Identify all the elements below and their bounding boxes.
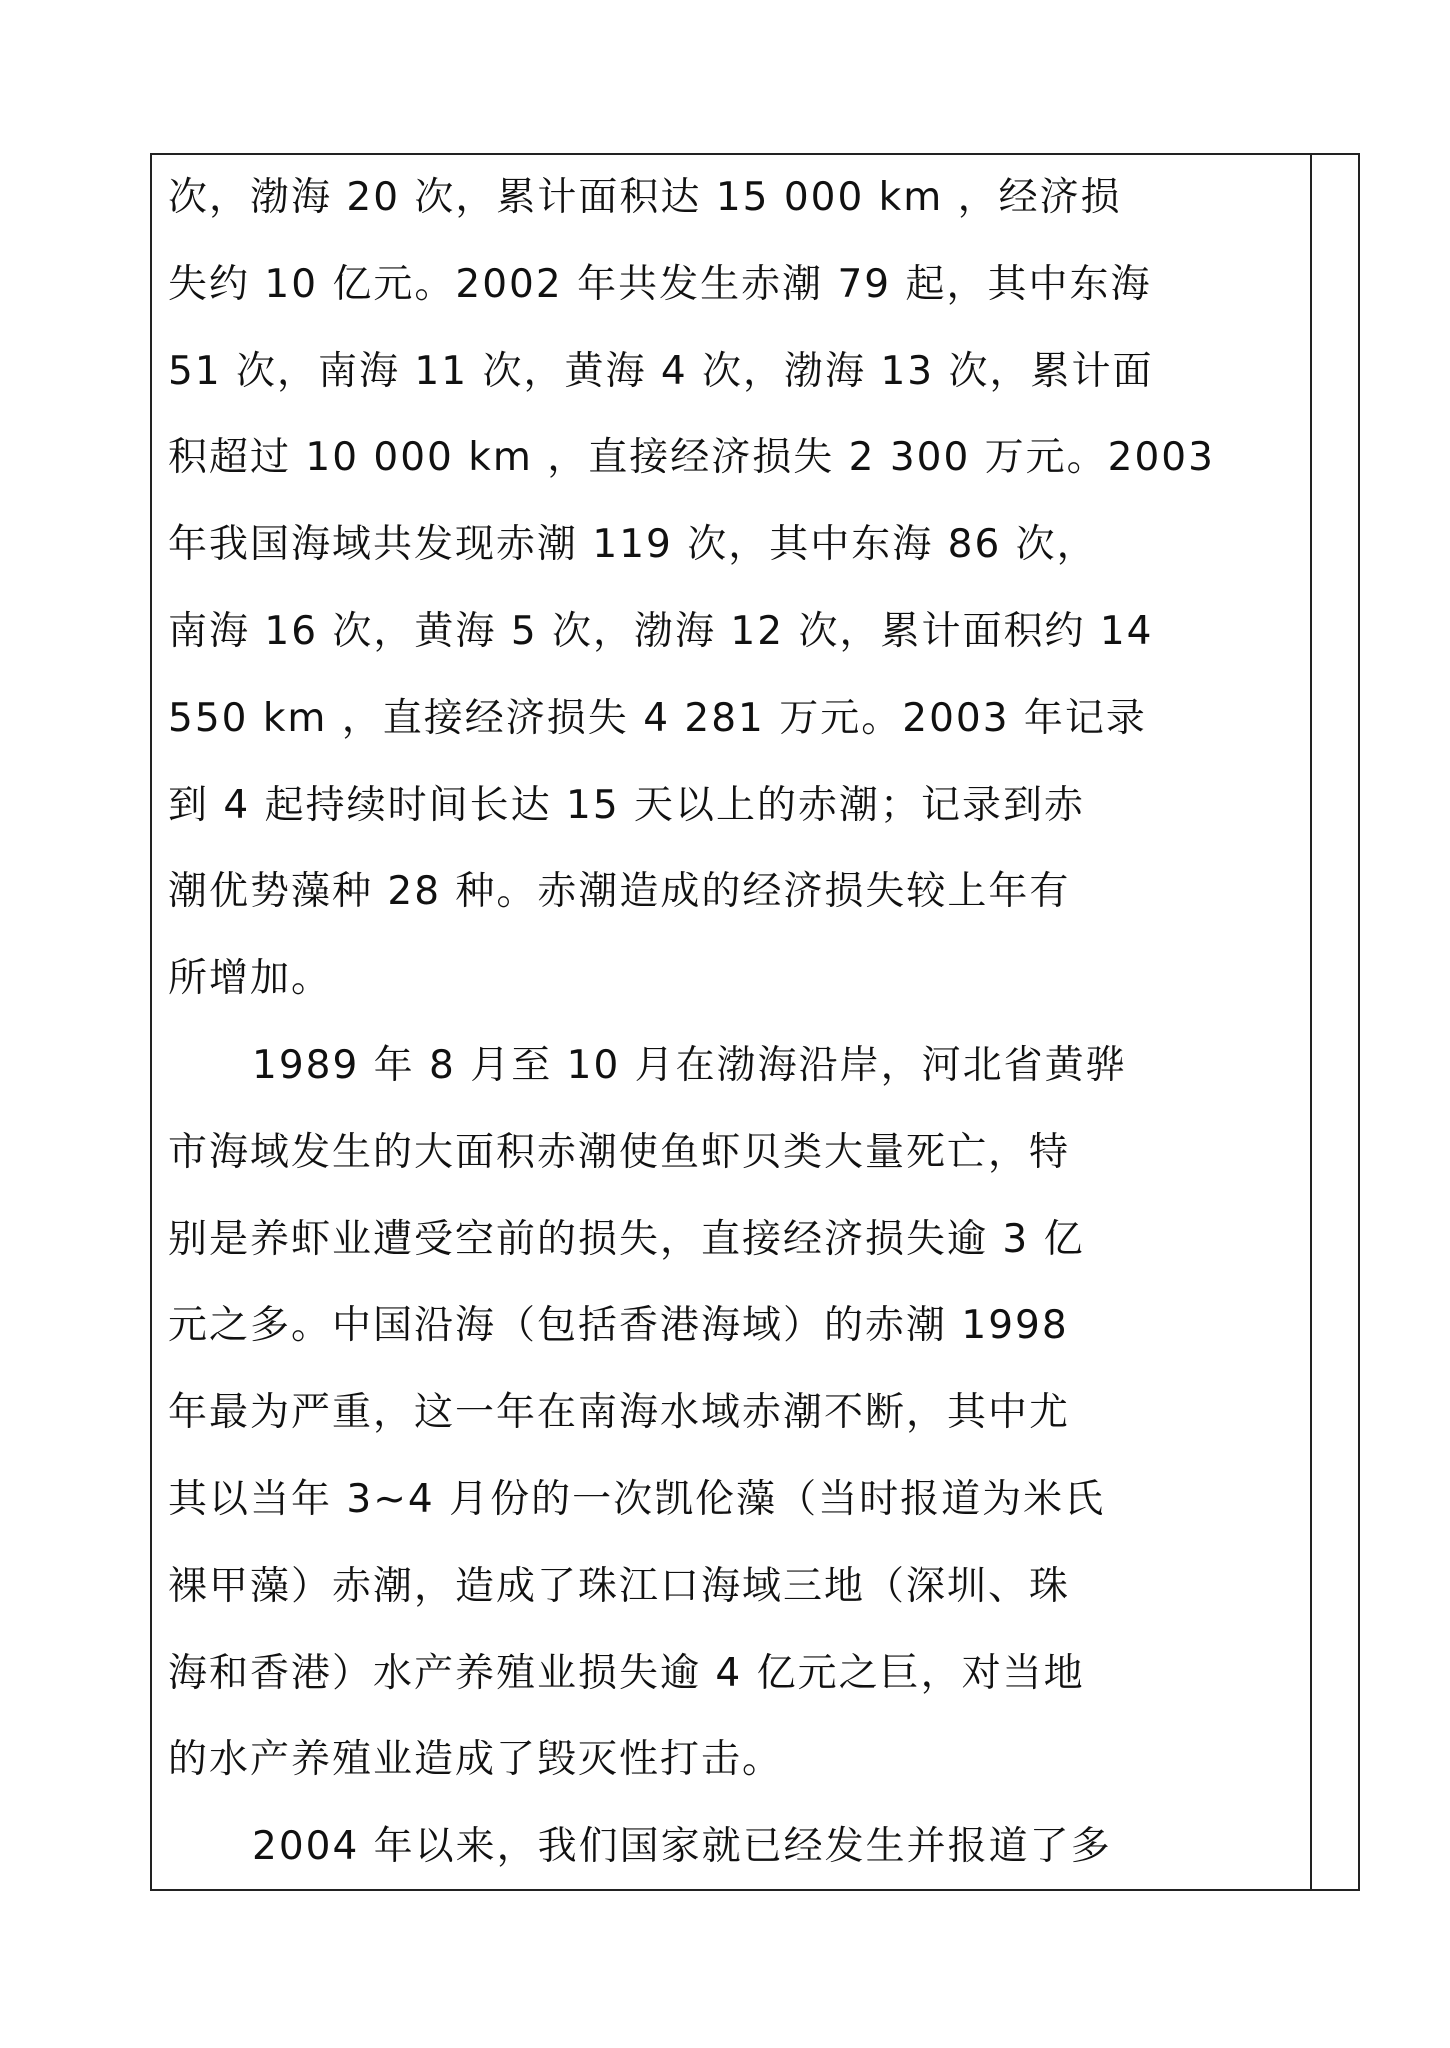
text-line: 1989 年 8 月至 10 月在渤海沿岸，河北省黄骅 xyxy=(252,1042,1127,1088)
text-line: 的水产养殖业造成了毁灭性打击。 xyxy=(168,1737,784,1783)
paragraph-3 xyxy=(168,1804,1306,1891)
paragraph-1 xyxy=(168,155,1306,1023)
text-line: 次，渤海 20 次，累计面积达 15 000 km ，经济损 xyxy=(168,175,1122,220)
text-line: 51 次，南海 11 次，黄海 4 次，渤海 13 次，累计面 xyxy=(168,348,1154,394)
text-line: 别是养虾业遭受空前的损失，直接经济损失逾 3 亿 xyxy=(168,1216,1085,1262)
text-line: 2004 年以来，我们国家就已经发生并报道了多 xyxy=(252,1824,1112,1870)
text-line: 潮优势藻种 28 种。赤潮造成的经济损失较上年有 xyxy=(168,869,1071,915)
text-line: 积超过 10 000 km ，直接经济损失 2 300 万元。2003 xyxy=(168,435,1215,481)
main-text-cell xyxy=(168,155,1306,1891)
text-line: 所增加。 xyxy=(168,956,333,1002)
paragraph-2 xyxy=(168,1023,1306,1804)
text-line: 南海 16 次，黄海 5 次，渤海 12 次，累计面积约 14 xyxy=(168,608,1154,654)
text-line: 年最为严重，这一年在南海水域赤潮不断，其中尤 xyxy=(168,1390,1071,1436)
right-blank-cell xyxy=(1312,155,1358,1889)
text-line: 海和香港）水产养殖业损失逾 4 亿元之巨，对当地 xyxy=(168,1650,1085,1696)
text-line: 550 km ，直接经济损失 4 281 万元。2003 年记录 xyxy=(168,695,1147,741)
document-table xyxy=(150,153,1360,1891)
text-line: 到 4 起持续时间长达 15 天以上的赤潮；记录到赤 xyxy=(168,782,1086,828)
text-line: 元之多。中国沿海（包括香港海域）的赤潮 1998 xyxy=(168,1303,1069,1349)
text-line: 失约 10 亿元。2002 年共发生赤潮 79 起，其中东海 xyxy=(168,261,1152,307)
text-line: 市海域发生的大面积赤潮使鱼虾贝类大量死亡，特 xyxy=(168,1129,1071,1175)
text-line: 裸甲藻）赤潮，造成了珠江口海域三地（深圳、珠 xyxy=(168,1563,1071,1609)
text-line: 年我国海域共发现赤潮 119 次，其中东海 86 次， xyxy=(168,522,1098,568)
text-line: 其以当年 3~4 月份的一次凯伦藻（当时报道为米氏 xyxy=(168,1476,1106,1522)
